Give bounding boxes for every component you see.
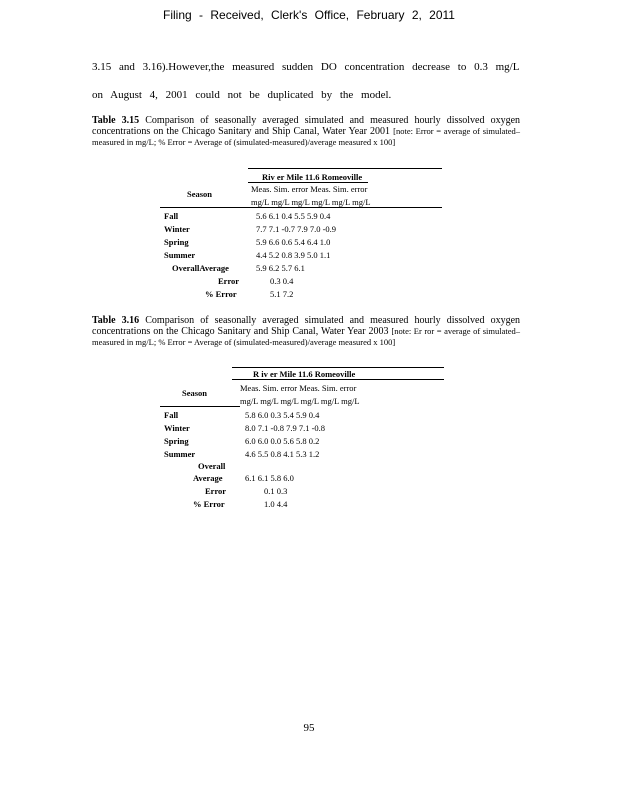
table-3-15-caption <box>92 115 520 148</box>
table-overall-label: OverallAverage <box>172 263 229 273</box>
table-row-values: 7.7 7.1 -0.7 7.9 7.0 -0.9 <box>256 224 337 234</box>
table-row-values: 8.0 7.1 -0.8 7.9 7.1 -0.8 <box>245 423 326 433</box>
table-3-16-caption <box>92 315 520 348</box>
table-season-header: Season <box>182 388 208 398</box>
table-3-16-label: Table 3.16 <box>92 315 140 326</box>
table-overall-values: 5.9 6.2 5.7 6.1 <box>256 263 305 273</box>
table-row-values: 5.8 6.0 0.3 5.4 5.9 0.4 <box>245 410 320 420</box>
table-rule <box>232 367 444 368</box>
table-overall-label: Overall <box>198 461 226 471</box>
table-subheader-1: Meas. Sim. error Meas. Sim. error <box>240 383 357 393</box>
table-rule <box>248 168 442 169</box>
table-row-season: Spring <box>164 436 189 446</box>
table-rule <box>160 406 240 407</box>
table-3-15-caption-text: Comparison of seasonally averaged simulated and measured hourly dissolved oxygen concentrations on the Chicago Sanitary and Ship Canal, Water Year 2001 <box>92 115 521 137</box>
table-row-season: Winter <box>164 224 190 234</box>
table-overall-label: Average <box>193 473 223 483</box>
body-line-1: 3.15 and 3.16).However,the measured sudden DO concentration decrease to 0.3 mg/L <box>92 61 520 73</box>
table-row-values: 5.6 6.1 0.4 5.5 5.9 0.4 <box>256 211 331 221</box>
body-line-2: on August 4, 2001 could not be duplicated by the model. <box>92 89 392 101</box>
table-pct-error-label: % Error <box>193 499 225 509</box>
table-error-label: Error <box>218 276 240 286</box>
table-3-15-label: Table 3.15 <box>92 115 140 126</box>
table-rule <box>232 379 444 380</box>
table-subheader-2: mg/L mg/L mg/L mg/L mg/L mg/L <box>240 396 360 406</box>
table-group-header: R iv er Mile 11.6 Romeoville <box>253 369 356 379</box>
table-error-label: Error <box>205 486 227 496</box>
filing-header: Filing - Received, Clerk's Office, February 2, 2011 <box>163 8 455 22</box>
table-error-values: 0.3 0.4 <box>270 276 294 286</box>
table-row-season: Winter <box>164 423 190 433</box>
table-3-15-caption-note: [note: Error = average of simulated–measured in mg/L; % Error = Average of (simulated-measured)/average measured x 100] <box>92 126 521 147</box>
table-row-season: Summer <box>164 250 196 260</box>
table-overall-values: 6.1 6.1 5.8 6.0 <box>245 473 294 483</box>
table-subheader-2: mg/L mg/L mg/L mg/L mg/L mg/L <box>251 197 371 207</box>
table-error-values: 0.1 0.3 <box>264 486 288 496</box>
table-rule <box>160 207 442 208</box>
table-row-season: Fall <box>164 211 179 221</box>
table-row-values: 6.0 6.0 0.0 5.6 5.8 0.2 <box>245 436 320 446</box>
table-row-values: 4.6 5.5 0.8 4.1 5.3 1.2 <box>245 449 320 459</box>
table-pct-error-label: % Error <box>205 289 237 299</box>
table-pct-error-values: 1.0 4.4 <box>264 499 288 509</box>
page-number: 95 <box>303 722 315 734</box>
table-row-values: 5.9 6.6 0.6 5.4 6.4 1.0 <box>256 237 331 247</box>
table-3-16-caption-text: Comparison of seasonally averaged simulated and measured hourly dissolved oxygen concentrations on the Chicago Sanitary and Ship Canal, Water Year 2003 <box>92 315 521 337</box>
table-row-season: Spring <box>164 237 189 247</box>
table-season-header: Season <box>187 189 213 199</box>
table-pct-error-values: 5.1 7.2 <box>270 289 294 299</box>
table-subheader-1: Meas. Sim. error Meas. Sim. error <box>251 184 368 194</box>
table-row-season: Summer <box>164 449 196 459</box>
table-row-season: Fall <box>164 410 179 420</box>
table-group-header: Riv er Mile 11.6 Romeoville <box>262 172 363 182</box>
table-3-16-caption-note: [note: Er ror = average of simulated–measured in mg/L; % Error = Average of (simulated-measured)/average measured x 100] <box>92 326 521 347</box>
table-rule <box>248 182 368 183</box>
table-row-values: 4.4 5.2 0.8 3.9 5.0 1.1 <box>256 250 331 260</box>
